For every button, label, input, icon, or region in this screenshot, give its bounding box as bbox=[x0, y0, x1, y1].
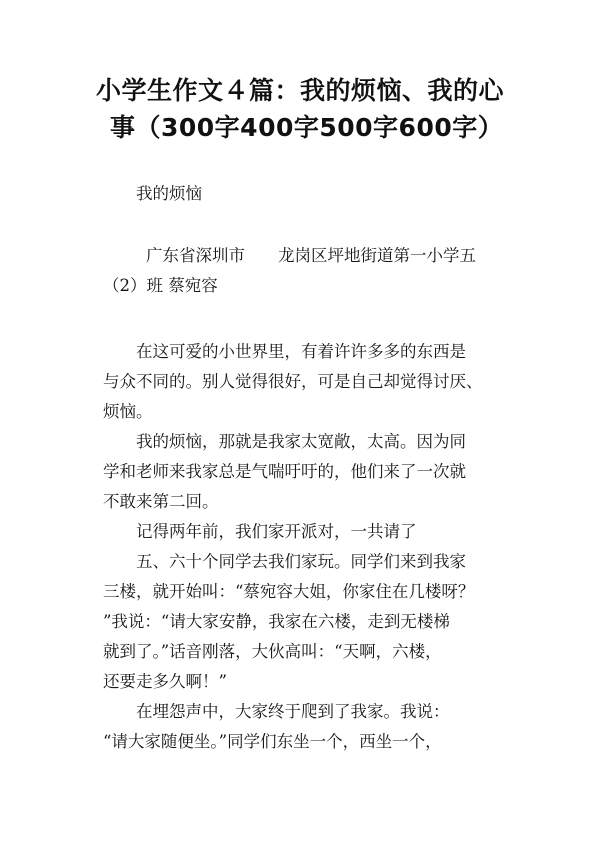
paragraph-1-line-3: 烦恼。 bbox=[103, 402, 153, 421]
author-line-1: 广东省深圳市 龙岗区坪地街道第一小学五 bbox=[146, 246, 476, 265]
paragraph-4-line-2: 三楼，就开始叫：“蔡宛容大姐，你家住在几楼呀？ bbox=[103, 582, 475, 601]
author-line-2: （2）班 蔡宛容 bbox=[103, 276, 218, 295]
paragraph-4-line-5: 还要走多久啊！” bbox=[103, 672, 227, 691]
document-title bbox=[96, 72, 506, 146]
author-info bbox=[103, 241, 523, 301]
paragraph-2-line-3: 不敢来第二回。 bbox=[103, 492, 219, 511]
title-line-1: 小学生作文４篇：我的烦恼、我的心 bbox=[96, 76, 505, 105]
paragraph-2-line-1: 我的烦恼，那就是我家太宽敞，太高。因为同 bbox=[136, 432, 466, 451]
paragraph-4-line-1: 五、六十个同学去我们家玩。同学们来到我家 bbox=[136, 552, 466, 571]
paragraph-3-line-1: 记得两年前，我们家开派对，一共请了 bbox=[136, 522, 417, 541]
paragraph-5-line-2: “请大家随便坐。”同学们东坐一个，西坐一个， bbox=[103, 732, 442, 751]
paragraph-5-line-1: 在埋怨声中，大家终于爬到了我家。我说： bbox=[136, 702, 450, 721]
subtitle-text: 我的烦恼 bbox=[136, 184, 202, 203]
title-line-2: 事（300字400字500字600字） bbox=[110, 113, 504, 142]
paragraph-2-line-2: 学和老师来我家总是气喘吁吁的，他们来了一次就 bbox=[103, 462, 466, 481]
paragraph-1-line-2: 与众不同的。别人觉得很好，可是自己却觉得讨厌、 bbox=[103, 372, 483, 391]
paragraph-4-line-4: 就到了。”话音刚落，大伙高叫：“天啊，六楼， bbox=[103, 642, 442, 661]
paragraph-4-line-3: ”我说：“请大家安静，我家在六楼，走到无楼梯 bbox=[103, 612, 450, 631]
essay-subtitle bbox=[103, 179, 523, 209]
essay-body bbox=[103, 337, 523, 757]
paragraph-1-line-1: 在这可爱的小世界里，有着许许多多的东西是 bbox=[136, 342, 466, 361]
